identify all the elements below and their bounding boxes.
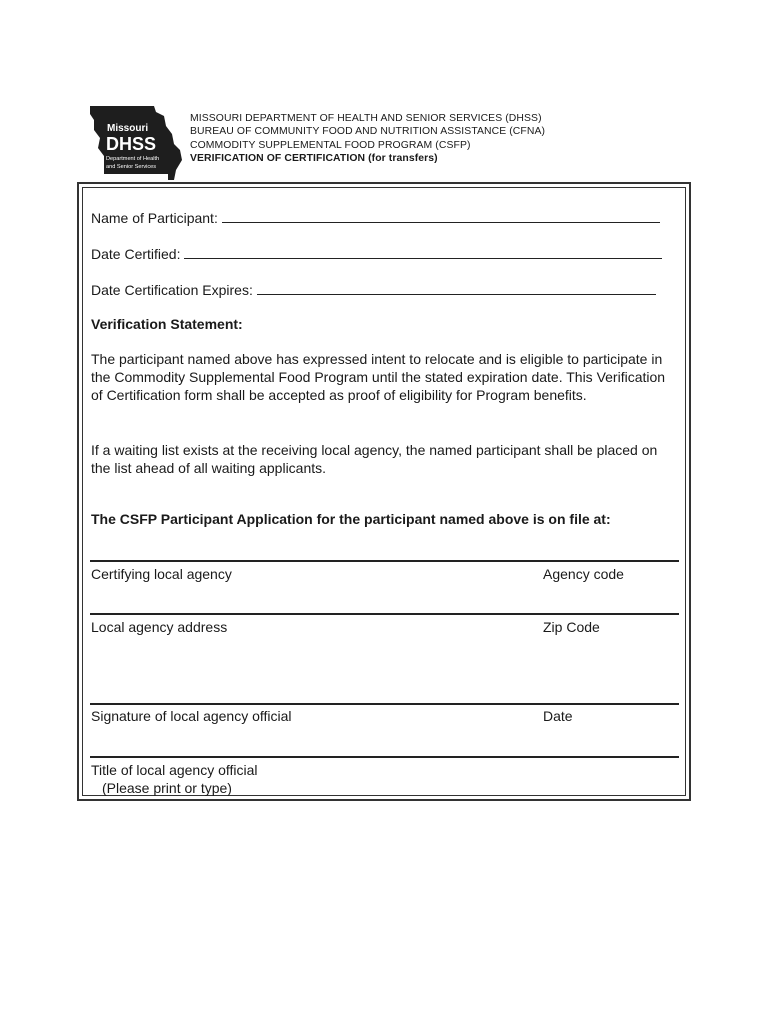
date-expires-label: Date Certification Expires:: [91, 282, 253, 298]
participant-name-blank[interactable]: [222, 208, 660, 223]
waiting-list-paragraph: If a waiting list exists at the receiving local agency, the named participant shall be placed on the list ahead of all waiting applicants.: [91, 442, 658, 477]
agency-address-label: Local agency address: [91, 619, 228, 635]
document-header: [190, 112, 545, 166]
logo-state-text: Missouri: [107, 123, 149, 134]
date-certified-blank[interactable]: [184, 244, 662, 259]
logo-dept-text-2: and Senior Services: [106, 164, 157, 170]
date-expires-field[interactable]: [91, 280, 656, 298]
certifying-agency-label: Certifying local agency: [91, 566, 232, 582]
zip-code-label: Zip Code: [543, 619, 600, 635]
participant-name-label: Name of Participant:: [91, 210, 218, 226]
form-title: VERIFICATION OF CERTIFICATION (for transfers): [190, 153, 438, 165]
date-label: Date: [543, 708, 573, 724]
date-expires-blank[interactable]: [257, 280, 656, 295]
certifying-agency-line[interactable]: [90, 560, 679, 562]
header-line-program: COMMODITY SUPPLEMENTAL FOOD PROGRAM (CSFP): [190, 139, 471, 151]
file-location-heading: The CSFP Participant Application for the participant named above is on file at:: [91, 511, 611, 527]
agency-address-line[interactable]: [90, 613, 679, 615]
date-certified-field[interactable]: [91, 244, 662, 262]
dhss-logo: [88, 104, 184, 182]
logo-dept-text-1: Department of Health: [106, 156, 160, 162]
official-title-note: (Please print or type): [102, 780, 232, 796]
participant-name-field[interactable]: [91, 208, 660, 226]
verification-heading: Verification Statement:: [91, 316, 243, 332]
header-line-bureau: BUREAU OF COMMUNITY FOOD AND NUTRITION ASSISTANCE (CFNA): [190, 126, 546, 138]
signature-label: Signature of local agency official: [91, 708, 292, 724]
logo-abbr-text: DHSS: [106, 134, 157, 154]
official-title-label: Title of local agency official: [91, 762, 258, 778]
signature-line[interactable]: [90, 703, 679, 705]
verification-paragraph: The participant named above has expressed intent to relocate and is eligible to participate in the Commodity Supplemental Food Program until the stated expiration date. This Verification of Certification form shall be accepted as proof of eligibility for Program benefits.: [91, 351, 666, 404]
official-title-line[interactable]: [90, 756, 679, 758]
header-line-department: MISSOURI DEPARTMENT OF HEALTH AND SENIOR SERVICES (DHSS): [190, 113, 542, 124]
agency-code-label: Agency code: [543, 566, 624, 582]
date-certified-label: Date Certified:: [91, 246, 181, 262]
